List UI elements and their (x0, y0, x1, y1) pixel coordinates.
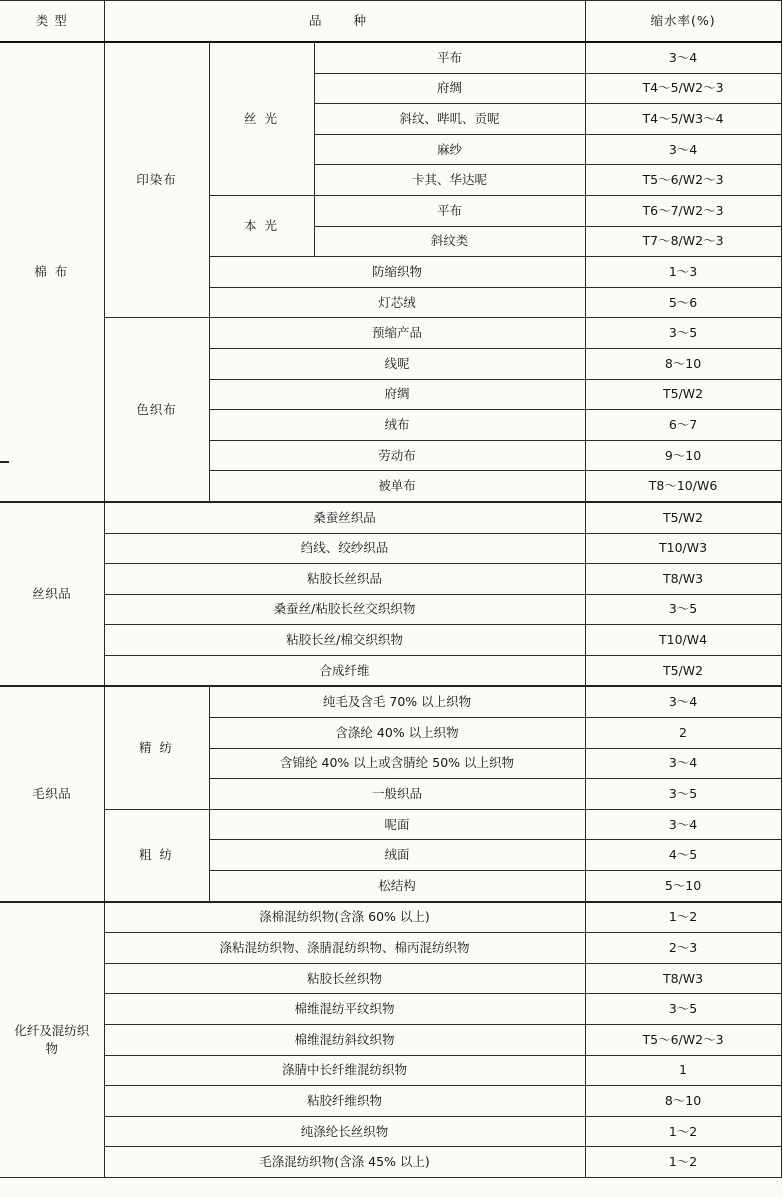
table-header-row (0, 1, 781, 43)
rate-cell: T10/W4 (585, 625, 781, 656)
rate-cell: T5/W2 (585, 379, 781, 410)
rate-cell: T8～10/W6 (585, 471, 781, 502)
variety-cell: 桑蚕丝织品 (104, 502, 585, 533)
variety-cell: 呢面 (209, 809, 585, 840)
rate-cell: 5～6 (585, 287, 781, 318)
rate-cell: 1～3 (585, 257, 781, 288)
variety-cell: 线呢 (209, 348, 585, 379)
variety-cell: 卡其、华达呢 (314, 165, 585, 196)
variety-cell: 绒面 (209, 840, 585, 871)
variety-cell: 涤腈中长纤维混纺织物 (104, 1055, 585, 1086)
variety-cell: 防缩织物 (209, 257, 585, 288)
header-shrink-rate: 缩水率(%) (585, 1, 781, 43)
rate-cell: 6～7 (585, 410, 781, 441)
table-row (0, 502, 781, 533)
process-natural-finish: 本 光 (209, 195, 314, 256)
variety-cell: 粘胶长丝织物 (104, 963, 585, 994)
rate-cell: T5/W2 (585, 655, 781, 686)
process-mercerized: 丝 光 (209, 42, 314, 195)
subcategory-printed-dyed: 印染布 (104, 42, 209, 318)
table-row (0, 318, 781, 349)
variety-cell: 粘胶长丝/棉交织织物 (104, 625, 585, 656)
margin-mark (0, 461, 9, 463)
rate-cell: 5～10 (585, 871, 781, 902)
variety-cell: 劳动布 (209, 440, 585, 471)
rate-cell: 3～5 (585, 779, 781, 810)
table-row (0, 1055, 781, 1086)
rate-cell: 2 (585, 718, 781, 749)
variety-cell: 棉维混纺斜纹织物 (104, 1025, 585, 1056)
variety-cell: 纯涤纶长丝织物 (104, 1116, 585, 1147)
table-row (0, 42, 781, 73)
rate-cell: T7～8/W2～3 (585, 226, 781, 257)
category-synthetic-blend: 化纤及混纺织物 (0, 902, 104, 1178)
variety-cell: 含涤纶 40% 以上织物 (209, 718, 585, 749)
variety-cell: 棉维混纺平纹织物 (104, 994, 585, 1025)
rate-cell: 2～3 (585, 933, 781, 964)
rate-cell: 3～4 (585, 748, 781, 779)
rate-cell: 3～4 (585, 42, 781, 73)
category-wool: 毛织品 (0, 686, 104, 901)
rate-cell: T5～6/W2～3 (585, 165, 781, 196)
rate-cell: T10/W3 (585, 533, 781, 564)
table-row (0, 994, 781, 1025)
rate-cell: T8/W3 (585, 963, 781, 994)
table-row (0, 902, 781, 933)
rate-cell: T4～5/W3～4 (585, 104, 781, 135)
table-row (0, 625, 781, 656)
variety-cell: 纯毛及含毛 70% 以上织物 (209, 686, 585, 717)
variety-cell: 府绸 (209, 379, 585, 410)
header-type: 类 型 (0, 1, 104, 43)
rate-cell: 3～4 (585, 809, 781, 840)
rate-cell: T8/W3 (585, 564, 781, 595)
header-variety: 品 种 (104, 1, 585, 43)
table-row (0, 933, 781, 964)
category-cotton: 棉 布 (0, 42, 104, 502)
table-row (0, 686, 781, 717)
table-row (0, 1086, 781, 1117)
rate-cell: 1～2 (585, 902, 781, 933)
table-row (0, 1147, 781, 1178)
variety-cell: 毛涤混纺织物(含涤 45% 以上) (104, 1147, 585, 1178)
table-row (0, 963, 781, 994)
variety-cell: 一般织品 (209, 779, 585, 810)
variety-cell: 绒布 (209, 410, 585, 441)
rate-cell: 1 (585, 1055, 781, 1086)
variety-cell: 涤粘混纺织物、涤腈混纺织物、棉丙混纺织物 (104, 933, 585, 964)
table-row (0, 594, 781, 625)
rate-cell: 9～10 (585, 440, 781, 471)
variety-cell: 被单布 (209, 471, 585, 502)
rate-cell: 3～5 (585, 318, 781, 349)
variety-cell: 涤棉混纺织物(含涤 60% 以上) (104, 902, 585, 933)
variety-cell: 府绸 (314, 73, 585, 104)
rate-cell: T4～5/W2～3 (585, 73, 781, 104)
variety-cell: 粘胶长丝织品 (104, 564, 585, 595)
variety-cell: 合成纤维 (104, 655, 585, 686)
subcategory-yarn-dyed: 色织布 (104, 318, 209, 502)
table-row (0, 809, 781, 840)
variety-cell: 平布 (314, 42, 585, 73)
variety-cell: 斜纹、哔叽、贡呢 (314, 104, 585, 135)
table-row (0, 533, 781, 564)
variety-cell: 绉线、绞纱织品 (104, 533, 585, 564)
variety-cell: 含锦纶 40% 以上或含腈纶 50% 以上织物 (209, 748, 585, 779)
rate-cell: 3～4 (585, 134, 781, 165)
subcategory-worsted: 精 纺 (104, 686, 209, 809)
variety-cell: 粘胶纤维织物 (104, 1086, 585, 1117)
variety-cell: 斜纹类 (314, 226, 585, 257)
rate-cell: 3～4 (585, 686, 781, 717)
table-row (0, 564, 781, 595)
rate-cell: T5/W2 (585, 502, 781, 533)
variety-cell: 预缩产品 (209, 318, 585, 349)
rate-cell: 3～5 (585, 994, 781, 1025)
category-silk: 丝织品 (0, 502, 104, 687)
rate-cell: T5～6/W2～3 (585, 1025, 781, 1056)
rate-cell: 4～5 (585, 840, 781, 871)
rate-cell: T6～7/W2～3 (585, 195, 781, 226)
subcategory-woolen: 粗 纺 (104, 809, 209, 901)
rate-cell: 1～2 (585, 1147, 781, 1178)
variety-cell: 松结构 (209, 871, 585, 902)
table-row (0, 655, 781, 686)
variety-cell: 平布 (314, 195, 585, 226)
rate-cell: 8～10 (585, 348, 781, 379)
rate-cell: 3～5 (585, 594, 781, 625)
rate-cell: 1～2 (585, 1116, 781, 1147)
variety-cell: 麻纱 (314, 134, 585, 165)
variety-cell: 灯芯绒 (209, 287, 585, 318)
variety-cell: 桑蚕丝/粘胶长丝交织织物 (104, 594, 585, 625)
table-row (0, 1025, 781, 1056)
rate-cell: 8～10 (585, 1086, 781, 1117)
table-row (0, 1116, 781, 1147)
